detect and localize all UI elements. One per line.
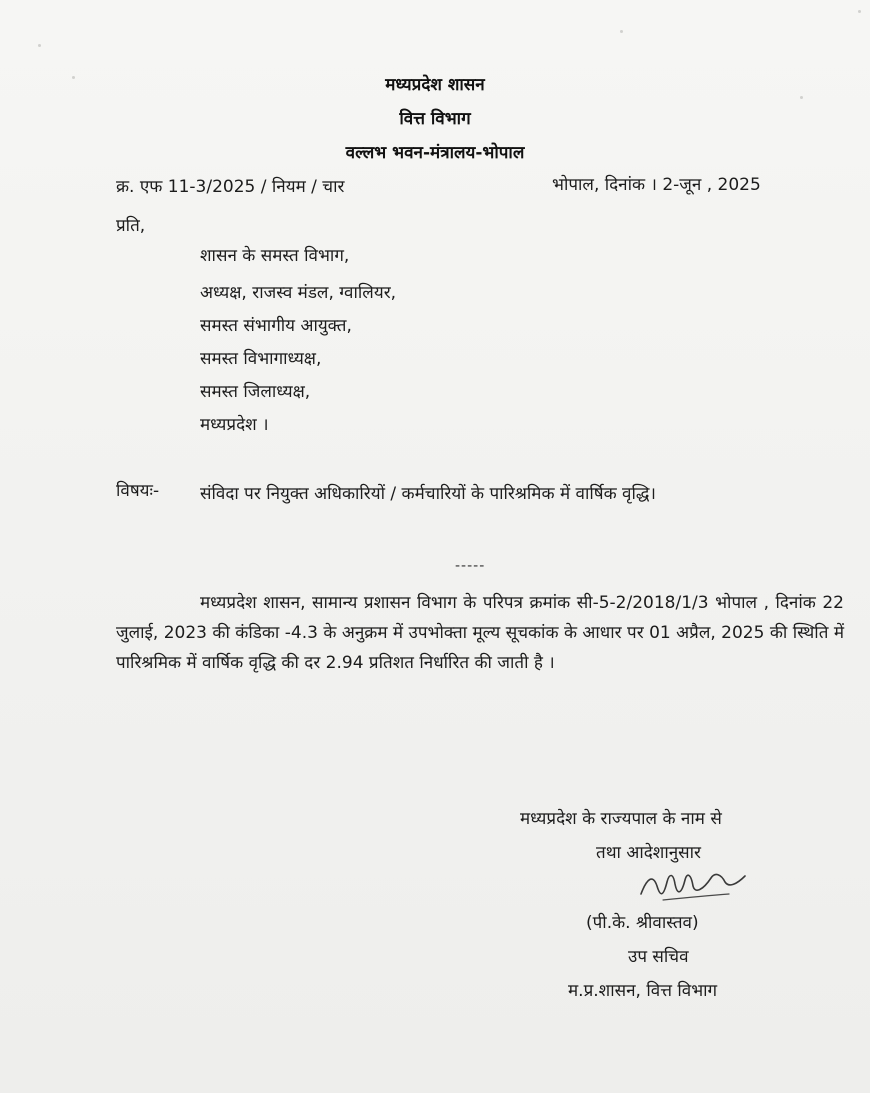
recipient-line: समस्त संभागीय आयुक्त, (200, 316, 352, 336)
signatory-designation: उप सचिव (628, 947, 689, 967)
body-paragraph (116, 588, 844, 678)
reference-number: क्र. एफ 11-3/2025 / नियम / चार (116, 177, 345, 197)
recipient-line: समस्त जिलाध्यक्ष, (200, 382, 311, 402)
scan-speck (620, 30, 623, 33)
header-department: वित्त विभाग (399, 109, 471, 129)
header-government: मध्यप्रदेश शासन (385, 75, 485, 95)
scan-speck (858, 10, 861, 13)
signoff-line2: तथा आदेशानुसार (596, 843, 702, 863)
scan-speck (38, 44, 41, 47)
header-address: वल्लभ भवन-मंत्रालय-भोपाल (345, 143, 525, 163)
place-date: भोपाल, दिनांक । 2-जून , 2025 (552, 175, 761, 195)
scan-speck (800, 96, 803, 99)
separator: ----- (455, 558, 486, 574)
signatory-name: (पी.के. श्रीवास्तव) (586, 913, 699, 933)
recipient-line: अध्यक्ष, राजस्व मंडल, ग्वालियर, (200, 283, 397, 303)
signature-mark (633, 860, 753, 906)
subject-text: संविदा पर नियुक्त अधिकारियों / कर्मचारियों के पारिश्रमिक में वार्षिक वृद्धि। (200, 484, 656, 504)
recipient-line: शासन के समस्त विभाग, (200, 246, 350, 266)
body-paragraph-text: मध्यप्रदेश शासन, सामान्य प्रशासन विभाग के परिपत्र क्रमांक सी-5-2/2018/1/3 भोपाल , दिनांक 22 जुलाई, 2023 की कंडिका -4.3 के अनुक्रम में उपभोक्ता मूल्य सूचकांक के आधार पर 01 अप्रैल, 2025 की स्थिति में पारिश्रमिक में वार्षिक वृद्धि की दर 2.94 प्रतिशत निर्धारित की जाती है । (116, 593, 844, 673)
recipient-line: समस्त विभागाध्यक्ष, (200, 349, 322, 369)
to-label: प्रति, (116, 216, 146, 236)
signatory-office: म.प्र.शासन, वित्त विभाग (568, 981, 718, 1001)
recipient-line: मध्यप्रदेश । (200, 415, 269, 435)
signoff-line1: मध्यप्रदेश के राज्यपाल के नाम से (520, 809, 722, 829)
subject-label: विषयः- (116, 481, 160, 501)
